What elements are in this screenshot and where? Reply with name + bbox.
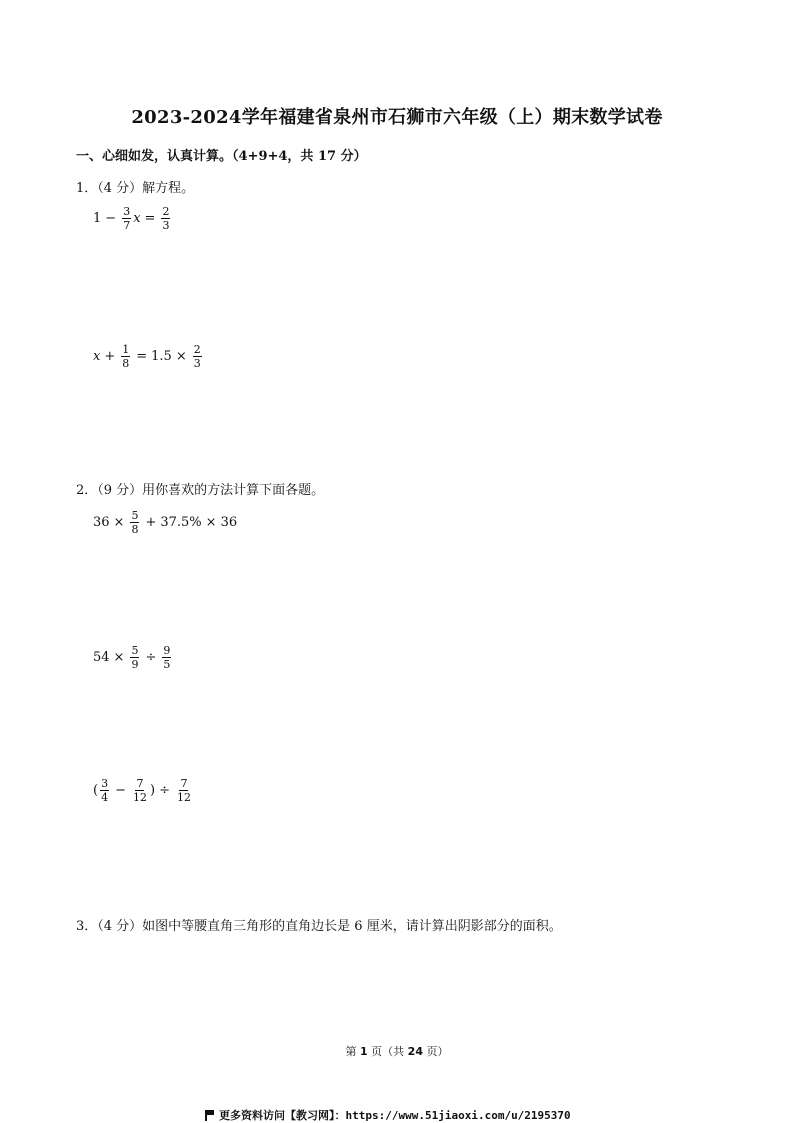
operator: − xyxy=(105,211,117,226)
operator: ÷ xyxy=(159,783,170,798)
numerator: 7 xyxy=(136,777,144,790)
question-3-prompt: 3．（4 分）如图中等腰直角三角形的直角边长是 6 厘米，请计算出阴影部分的面积。 xyxy=(76,919,562,934)
operator: + xyxy=(104,349,116,364)
term: 1.5 xyxy=(151,349,172,364)
term: 37.5% xyxy=(160,515,202,530)
fraction xyxy=(121,344,130,369)
denominator: 8 xyxy=(122,357,130,370)
denominator: 12 xyxy=(176,791,191,804)
numerator: 2 xyxy=(162,205,170,218)
fraction xyxy=(100,778,109,803)
variable: x xyxy=(133,211,141,226)
fraction xyxy=(193,344,202,369)
fraction xyxy=(161,206,170,231)
question-1-prompt: 1．（4 分）解方程。 xyxy=(76,181,195,196)
denominator: 8 xyxy=(131,523,139,536)
expression-1 xyxy=(93,510,237,535)
page-footer xyxy=(0,1043,794,1059)
numerator: 7 xyxy=(180,777,188,790)
fraction xyxy=(130,510,139,535)
operator: × xyxy=(175,349,187,364)
operator: + xyxy=(145,515,157,530)
page-total: 24 xyxy=(407,1045,423,1058)
footer-post: 页） xyxy=(422,1045,449,1058)
denominator: 3 xyxy=(162,219,170,232)
fraction xyxy=(122,206,131,231)
page-number: 1 xyxy=(360,1045,368,1058)
term: 36 xyxy=(93,515,110,530)
denominator: 3 xyxy=(193,357,201,370)
operator: × xyxy=(113,515,125,530)
numerator: 5 xyxy=(131,509,139,522)
paren: ( xyxy=(93,783,99,798)
page-title: 2023-2024学年福建省泉州市石狮市六年级（上）期末数学试卷 xyxy=(131,107,663,128)
footer-pre: 第 xyxy=(345,1045,361,1058)
expression-3 xyxy=(93,778,194,803)
numerator: 3 xyxy=(123,205,131,218)
denominator: 7 xyxy=(123,219,131,232)
paren: ) xyxy=(149,783,156,798)
operator: × xyxy=(113,650,125,665)
fraction xyxy=(162,645,171,670)
variable: x xyxy=(93,349,101,364)
term: 1 xyxy=(93,211,102,226)
fraction xyxy=(176,778,192,803)
numerator: 5 xyxy=(131,644,139,657)
equation-1 xyxy=(93,206,172,231)
equation-2 xyxy=(93,344,204,369)
operator: = xyxy=(136,349,148,364)
question-2-prompt: 2．（9 分）用你喜欢的方法计算下面各题。 xyxy=(76,483,325,498)
denominator: 12 xyxy=(132,791,147,804)
fraction xyxy=(130,645,139,670)
resource-banner[interactable] xyxy=(205,1107,571,1123)
expression-2 xyxy=(93,645,173,670)
term: 54 xyxy=(93,650,110,665)
operator: = xyxy=(144,211,156,226)
footer-mid: 页（共 xyxy=(367,1045,408,1058)
denominator: 9 xyxy=(131,658,139,671)
resource-link[interactable]: 更多资料访问【教习网】：https://www.51jiaoxi.com/u/2195370 xyxy=(219,1109,571,1122)
flag-icon xyxy=(205,1110,215,1120)
operator: ÷ xyxy=(145,650,157,665)
numerator: 9 xyxy=(163,644,171,657)
numerator: 1 xyxy=(122,343,130,356)
operator: − xyxy=(115,783,126,798)
term: 36 xyxy=(220,515,238,530)
section-heading: 一、心细如发，认真计算。（4+9+4，共 17 分） xyxy=(76,149,367,164)
operator: × xyxy=(205,515,217,530)
fraction xyxy=(132,778,148,803)
numerator: 2 xyxy=(193,343,201,356)
numerator: 3 xyxy=(101,777,109,790)
denominator: 5 xyxy=(163,658,171,671)
denominator: 4 xyxy=(101,791,109,804)
